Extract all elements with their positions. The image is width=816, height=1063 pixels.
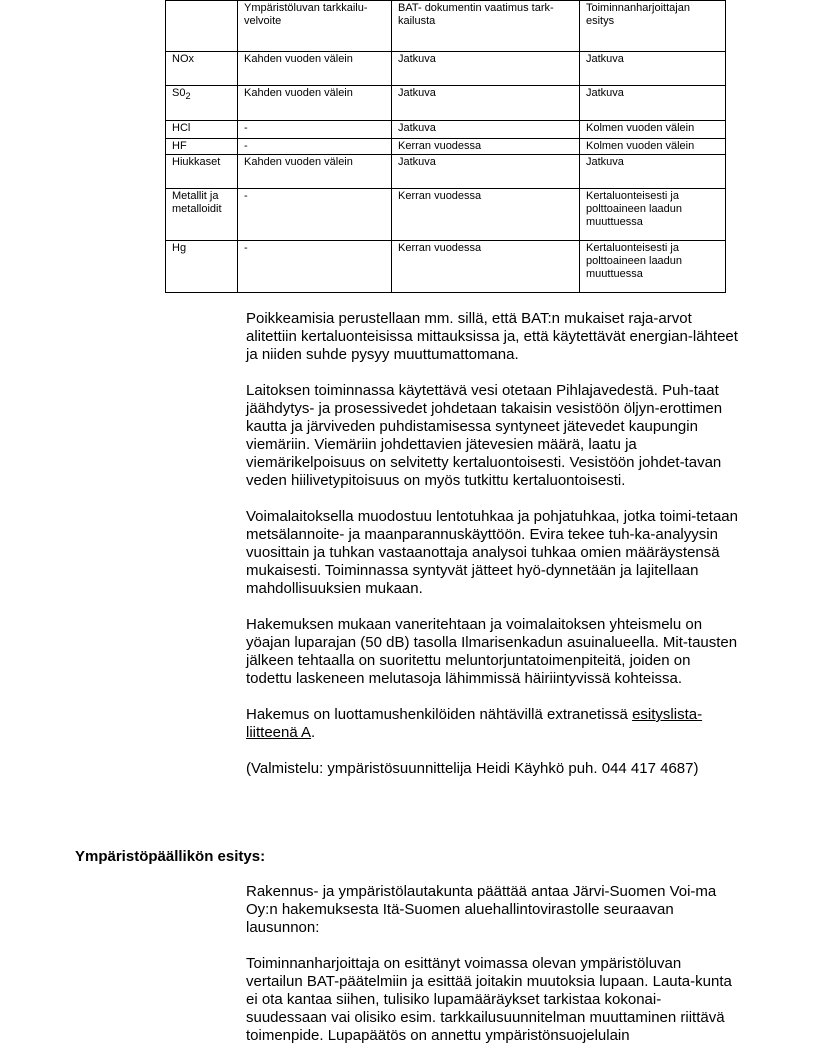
operator-cell: Kolmen vuoden välein <box>580 121 726 139</box>
bat-cell: Jatkuva <box>392 121 580 139</box>
param-cell: HF <box>166 139 238 155</box>
bat-cell: Kerran vuodessa <box>392 241 580 293</box>
availability-suffix: . <box>311 724 316 741</box>
bat-cell: Jatkuva <box>392 155 580 189</box>
paragraph-water: Laitoksen toiminnassa käytettävä vesi otetaan Pihlajavedestä. Puh-taat jäähdytys- ja prosessivedet johdetaan takaisin vesistöön öljyn-erottimen kautta ja järviveden puhdistamisessa syntyneet jätevedet kaupungin viemäriin. Viemäriin johdettavien jätevesien määrä, laatu ja viemärikelpoisuus on selvitetty kertaluontoisesti. Vesistöön johdet-tavan veden hiilivetypitoisuus on myös tutkittu kertaluontoisesti. <box>246 382 723 489</box>
table-row <box>166 139 726 155</box>
paragraph-ash: Voimalaitoksella muodostuu lentotuhkaa ja pohjatuhkaa, jotka toimi-tetaan metsälannoite- ja maanparannuskäyttöön. Evira tekee tuh-ka-analyysin vuosittain ja tuhkan vastaanottaja analysoi tuhkaa omien määräystensä mukaisesti. Toiminnassa syntyvät jätteet hyö-dynnetään ja lajitellaan mahdollisuuksien mukaan. <box>246 508 738 597</box>
paragraph-availability <box>246 706 738 742</box>
operator-cell: Jatkuva <box>580 52 726 86</box>
operator-cell: Kolmen vuoden välein <box>580 139 726 155</box>
header-cell: BAT- dokumentin vaatimus tark-kailusta <box>392 1 580 52</box>
permit-cell: - <box>238 139 392 155</box>
background-text <box>246 310 738 796</box>
param-cell <box>166 86 238 121</box>
bat-cell: Jatkuva <box>392 52 580 86</box>
param-subscript: 2 <box>185 91 191 102</box>
table-row <box>166 86 726 121</box>
param-cell: Hg <box>166 241 238 293</box>
param-cell: NOx <box>166 52 238 86</box>
paragraph-preparer: (Valmistelu: ympäristösuunnittelija Heidi Käyhkö puh. 044 417 4687) <box>246 760 699 777</box>
bat-cell: Kerran vuodessa <box>392 139 580 155</box>
availability-text: Hakemus on luottamushenkilöiden nähtävillä extranetissä <box>246 706 633 723</box>
bat-cell: Kerran vuodessa <box>392 189 580 241</box>
operator-cell: Kertaluonteisesti ja polttoaineen laadun muuttuessa <box>580 241 726 293</box>
attachment-link[interactable]: esityslista-liitteenä A <box>246 706 703 741</box>
header-cell: Ympäristöluvan tarkkailu-velvoite <box>238 1 392 52</box>
operator-cell: Jatkuva <box>580 155 726 189</box>
param-text: S0 <box>172 87 186 99</box>
proposal-text <box>246 883 738 1063</box>
paragraph-noise: Hakemuksen mukaan vaneritehtaan ja voimalaitoksen yhteismelu on yöajan luparajan (50 dB) tasolla Ilmarisenkadun asuinalueella. Mit-tausten jälkeen tehtaalla on suoritettu meluntorjuntatoimenpiteitä, joiden on todettu laskeneen melutasoja lähimmissä häiriintyvissä kohteissa. <box>246 616 738 687</box>
paragraph-decision: Rakennus- ja ympäristölautakunta päättää antaa Järvi-Suomen Voi-ma Oy:n hakemuksesta Itä-Suomen aluehallintovirastolle seuraavan lausunnon: <box>246 883 717 936</box>
section-heading: Ympäristöpäällikön esitys: <box>75 848 266 865</box>
paragraph-comparison: Toiminnanharjoittaja on esittänyt voimassa olevan ympäristöluvan vertailun BAT-päätelmiin ja esittää joitakin muutoksia lupaan. Lauta-kunta ei ota kantaa siihen, tulisiko lupamääräykset tarkistaa kokonai-suudessaan vai olisiko esim. tarkkailusuunnitelman muuttaminen riittävä toimenpide. Lupapäätös on annettu ympäristönsuojelulain <box>246 955 732 1044</box>
operator-cell: Jatkuva <box>580 86 726 121</box>
param-cell: Hiukkaset <box>166 155 238 189</box>
table-row <box>166 155 726 189</box>
table-row <box>166 241 726 293</box>
header-cell: Toiminnanharjoittajan esitys <box>580 1 726 52</box>
param-cell: HCl <box>166 121 238 139</box>
table-row <box>166 189 726 241</box>
permit-cell: - <box>238 121 392 139</box>
permit-cell: - <box>238 189 392 241</box>
operator-cell: Kertaluonteisesti ja polttoaineen laadun muuttuessa <box>580 189 726 241</box>
permit-cell: Kahden vuoden välein <box>238 86 392 121</box>
permit-cell: Kahden vuoden välein <box>238 52 392 86</box>
paragraph-deviations: Poikkeamisia perustellaan mm. sillä, että BAT:n mukaiset raja-arvot alitettiin kertaluonteisissa mittauksissa ja, että käytettävät energian-lähteet ja niiden suhde pysyy muuttumattomana. <box>246 310 738 363</box>
param-cell: Metallit ja metalloidit <box>166 189 238 241</box>
table-row <box>166 52 726 86</box>
permit-cell: - <box>238 241 392 293</box>
monitoring-table <box>165 0 726 293</box>
header-cell <box>166 1 238 52</box>
table-row <box>166 121 726 139</box>
bat-cell: Jatkuva <box>392 86 580 121</box>
table-header-row <box>166 1 726 52</box>
permit-cell: Kahden vuoden välein <box>238 155 392 189</box>
